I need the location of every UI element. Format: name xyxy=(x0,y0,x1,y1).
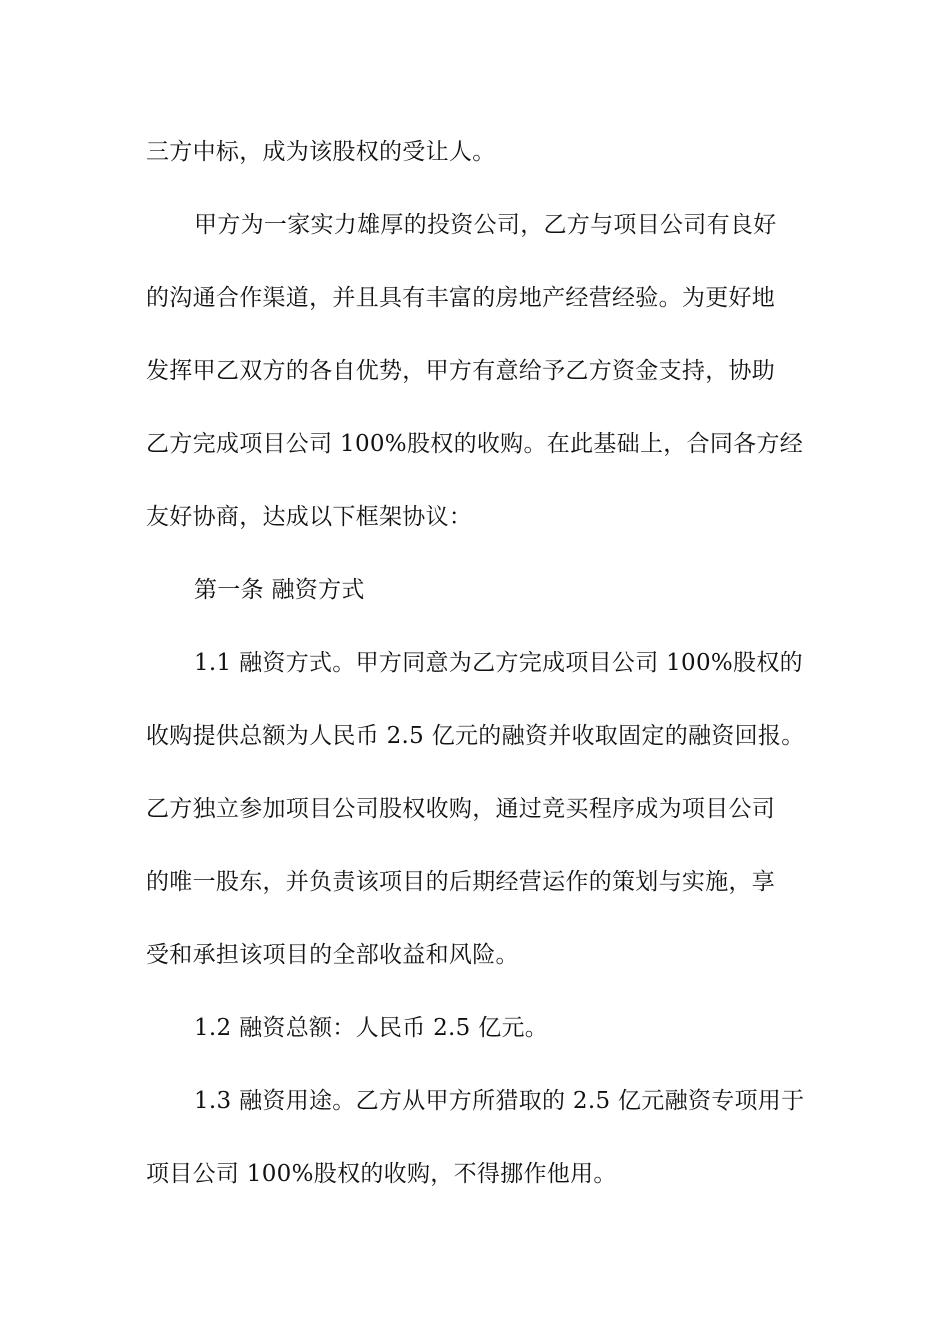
text-line: 甲方为一家实力雄厚的投资公司，乙方与项目公司有良好 xyxy=(194,212,777,238)
text-line: 乙方完成项目公司 100%股权的收购。在此基础上，合同各方经 xyxy=(146,431,804,457)
text-line: 三方中标，成为该股权的受让人。 xyxy=(146,139,496,165)
text-line: 1.1 融资方式。甲方同意为乙方完成项目公司 100%股权的 xyxy=(194,650,803,676)
document-body xyxy=(146,128,826,1199)
text-line: 收购提供总额为人民币 2.5 亿元的融资并收取固定的融资回报。 xyxy=(146,723,805,749)
text-line: 乙方独立参加项目公司股权收购，通过竞买程序成为项目公司 xyxy=(146,796,776,822)
clause-1-1 xyxy=(146,639,826,980)
text-line: 1.2 融资总额：人民币 2.5 亿元。 xyxy=(194,1015,549,1041)
text-line: 友好协商，达成以下框架协议： xyxy=(146,504,473,530)
text-line: 项目公司 100%股权的收购，不得挪作他用。 xyxy=(146,1161,617,1187)
clause-1-3 xyxy=(146,1077,826,1199)
paragraph-transferee xyxy=(146,128,826,177)
heading-line: 第一条 融资方式 xyxy=(194,577,365,603)
article-heading xyxy=(146,566,826,615)
text-line: 受和承担该项目的全部收益和风险。 xyxy=(146,942,519,968)
text-line: 发挥甲乙双方的各自优势，甲方有意给予乙方资金支持，协助 xyxy=(146,358,776,384)
paragraph-background xyxy=(146,201,826,542)
text-line: 的沟通合作渠道，并且具有丰富的房地产经营经验。为更好地 xyxy=(146,285,776,311)
clause-1-2 xyxy=(146,1004,826,1053)
text-line: 的唯一股东，并负责该项目的后期经营运作的策划与实施，享 xyxy=(146,869,776,895)
text-line: 1.3 融资用途。乙方从甲方所猎取的 2.5 亿元融资专项用于 xyxy=(194,1088,805,1114)
